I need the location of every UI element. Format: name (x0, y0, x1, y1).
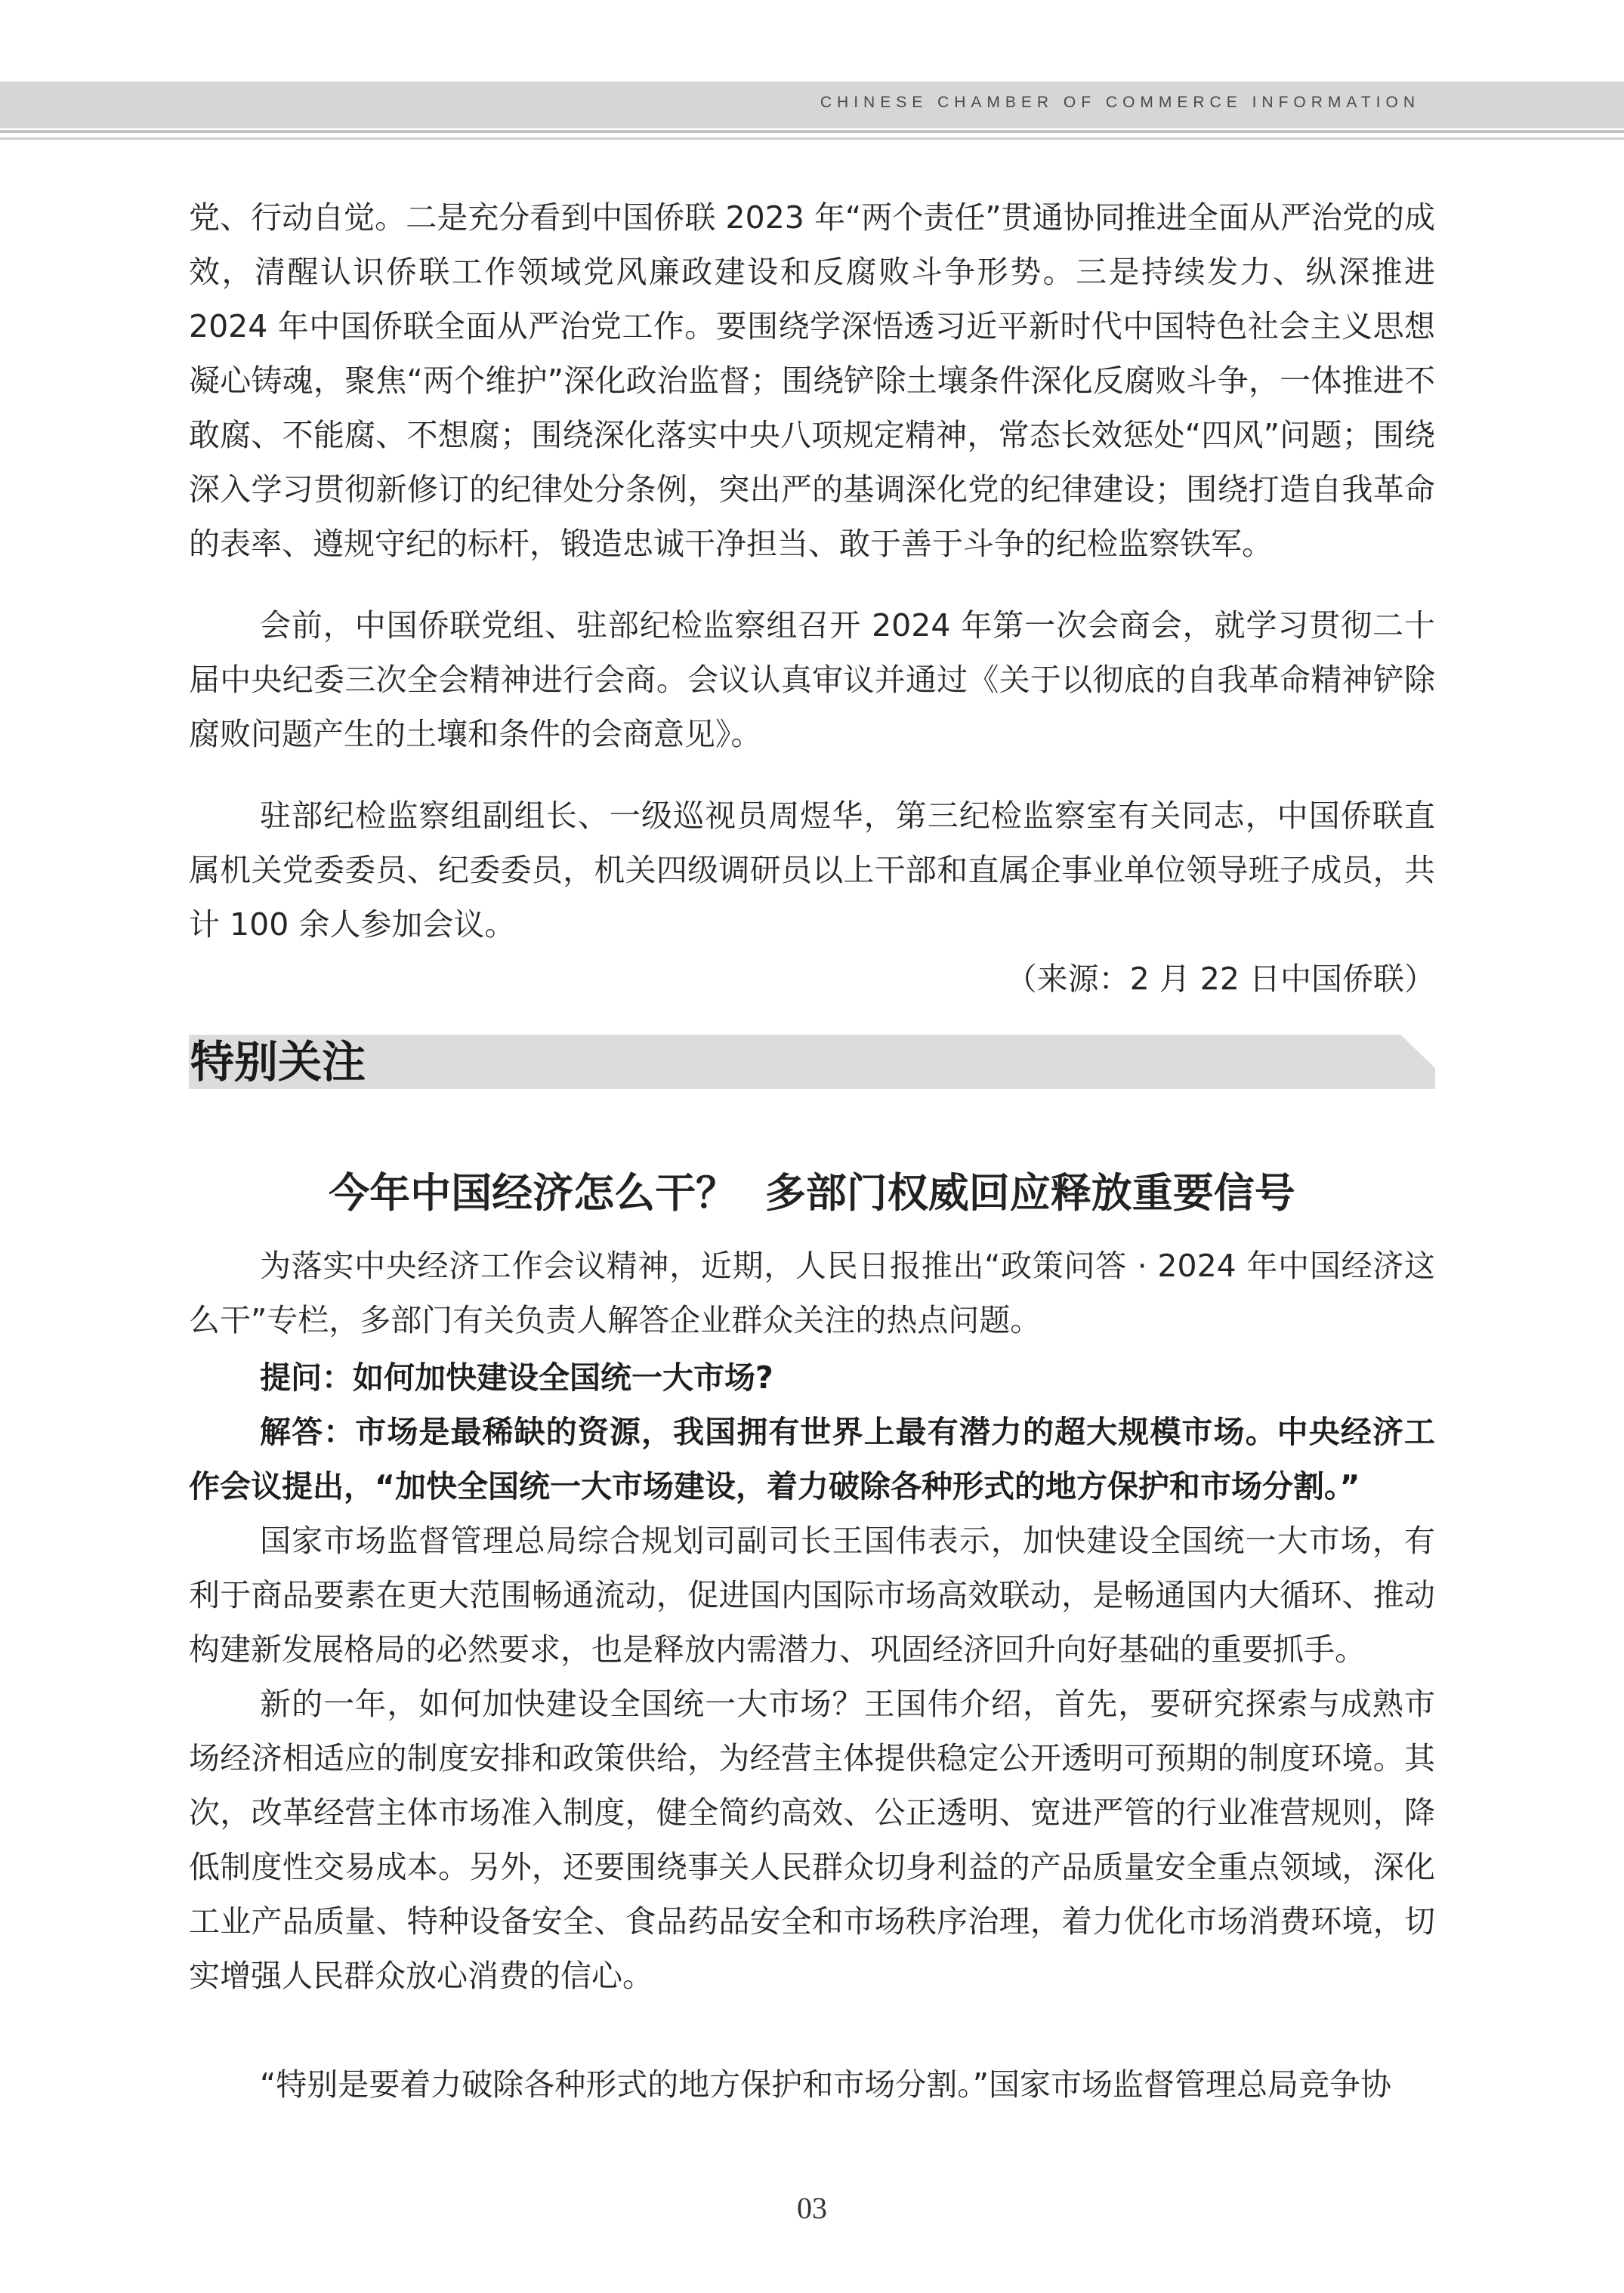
article-title: 今年中国经济怎么干？ 多部门权威回应释放重要信号 (329, 1169, 1295, 1217)
body-paragraph: 党、行动自觉。二是充分看到中国侨联 2023 年“两个责任”贯通协同推进全面从严治党的成效，清醒认识侨联工作领域党风廉政建设和反腐败斗争形势。三是持续发力、纵深推进 2024 年中国侨联全面从严治党工作。要围绕学深悟透习近平新时代中国特色社会主义思想凝心铸魂，聚焦“两个维护”深化政治监督；围绕铲除土壤条件深化反腐败斗争，一体推进不敢腐、不能腐、不想腐；围绕深化落实中央八项规定精神，常态长效惩处“四风”问题；围绕深入学习贯彻新修订的纪律处分条例，突出严的基调深化党的纪律建设；围绕打造自我革命的表率、遵规守纪的标杆，锻造忠诚干净担当、敢于善于斗争的纪检监察铁军。 (189, 199, 1435, 562)
header-divider (0, 130, 1624, 133)
body-paragraph: “特别是要着力破除各种形式的地方保护和市场分割。”国家市场监督管理总局竞争协 (260, 2066, 1391, 2103)
body-paragraph: 国家市场监督管理总局综合规划司副司长王国伟表示，加快建设全国统一大市场，有利于商品要素在更大范围畅通流动，促进国内国际市场高效联动，是畅通国内大循环、推动构建新发展格局的必然要求，也是释放内需潜力、巩固经济回升向好基础的重要抓手。 (189, 1523, 1435, 1668)
section-header-bar (189, 1035, 1435, 1089)
body-paragraph: 会前，中国侨联党组、驻部纪检监察组召开 2024 年第一次会商会，就学习贯彻二十届中央纪委三次全会精神进行会商。会议认真审议并通过《关于以彻底的自我革命精神铲除腐败问题产生的土壤和条件的会商意见》。 (189, 607, 1435, 752)
header-divider (0, 137, 1624, 140)
answer: 解答：市场是最稀缺的资源，我国拥有世界上最有潜力的超大规模市场。中央经济工作会议提出，“加快全国统一大市场建设，着力破除各种形式的地方保护和市场分割。” (189, 1414, 1435, 1504)
body-paragraph: 新的一年，如何加快建设全国统一大市场？王国伟介绍，首先，要研究探索与成熟市场经济相适应的制度安排和政策供给，为经营主体提供稳定公开透明可预期的制度环境。其次，改革经营主体市场准入制度，健全简约高效、公正透明、宽进严管的行业准营规则，降低制度性交易成本。另外，还要围绕事关人民群众切身利益的产品质量安全重点领域，深化工业产品质量、特种设备安全、食品药品安全和市场秩序治理，着力优化市场消费环境，切实增强人民群众放心消费的信心。 (189, 1686, 1435, 1994)
page-number: 03 (797, 2191, 827, 2225)
section-title: 特别关注 (190, 1036, 366, 1088)
article-intro: 为落实中央经济工作会议精神，近期，人民日报推出“政策问答 · 2024 年中国经济这么干”专栏，多部门有关负责人解答企业群众关注的热点问题。 (189, 1248, 1435, 1338)
body-paragraph (189, 789, 1435, 1006)
paragraph-text: 驻部纪检监察组副组长、一级巡视员周煜华，第三纪检监察室有关同志，中国侨联直属机关党委委员、纪委委员，机关四级调研员以上干部和直属企事业单位领导班子成员，共计 100 余人参加会议。 (189, 798, 1435, 943)
source-note: （来源：2 月 22 日中国侨联） (1005, 961, 1435, 997)
question: 提问：如何加快建设全国统一大市场? (260, 1359, 773, 1396)
running-title: CHINESE CHAMBER OF COMMERCE INFORMATION (820, 94, 1420, 111)
